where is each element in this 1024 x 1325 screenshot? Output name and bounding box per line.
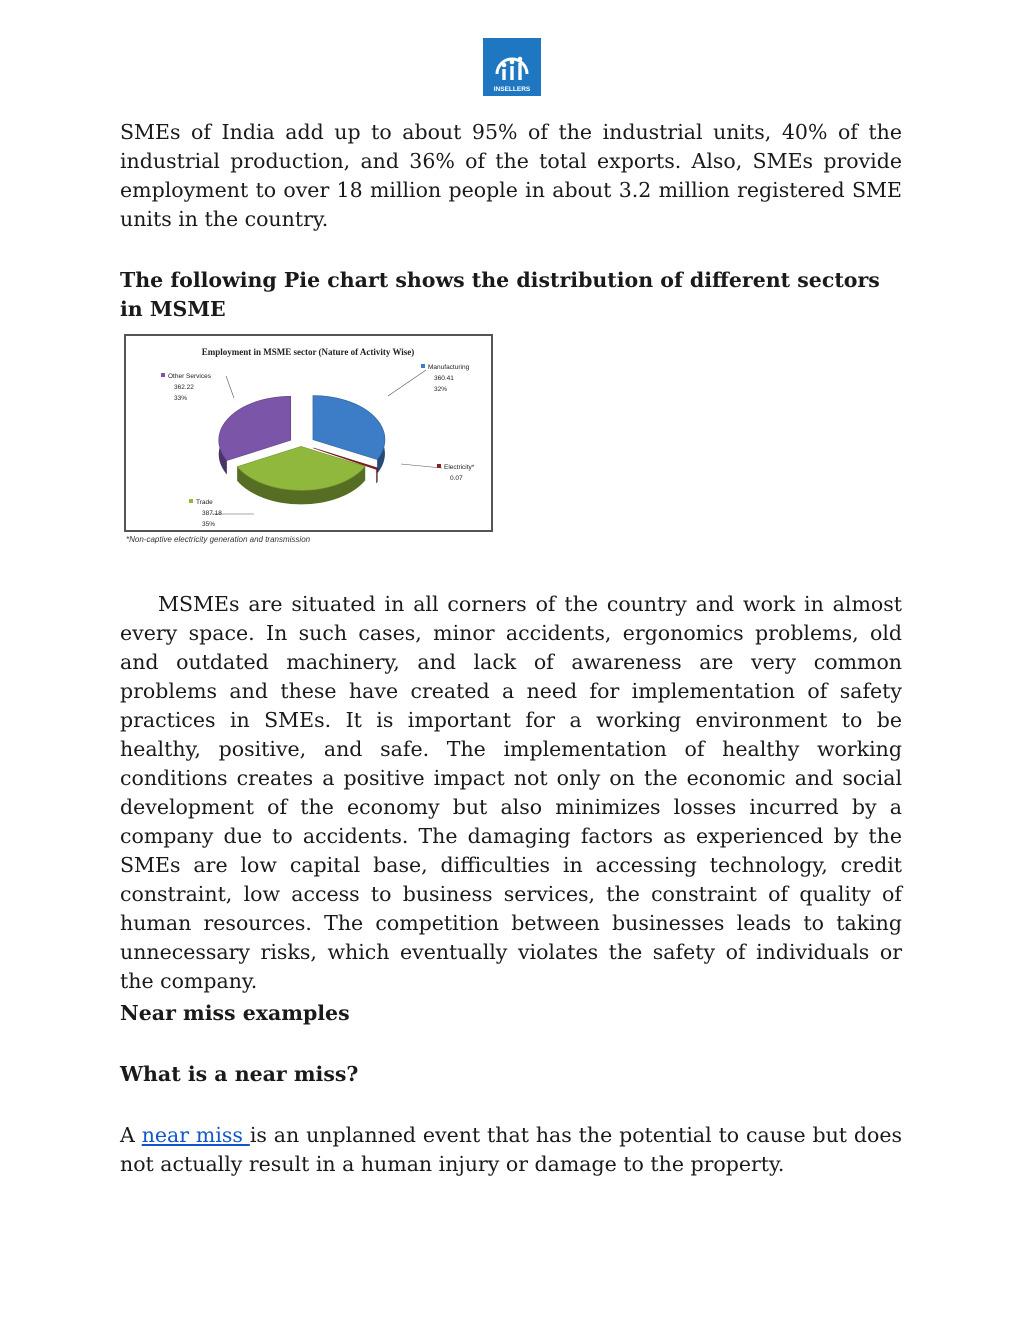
pie-slice-manufacturing <box>313 396 385 460</box>
label-other-services-value: 362.22 <box>174 384 194 391</box>
label-trade-value: 387.18 <box>202 510 222 517</box>
pie-chart-figure <box>124 334 493 532</box>
near-miss-link[interactable]: near miss <box>141 1123 250 1147</box>
leader-line-electricity <box>401 464 442 468</box>
legend-swatch-other-services <box>161 373 165 377</box>
pie-slice-side-electricity <box>376 468 377 483</box>
label-electricity-value: 0.07 <box>450 475 463 482</box>
near-miss-definition <box>120 1121 902 1179</box>
leader-line-manufacturing <box>388 370 426 396</box>
label-manufacturing-value: 360.41 <box>434 375 454 382</box>
intro-paragraph: SMEs of India add up to about 95% of the industrial units, 40% of the industrial production, and 36% of the total exports. Also, SMEs provide employment to over 18 million people in about 3.2 million registered SME units in the country. <box>120 120 902 231</box>
pie-chart-heading: The following Pie chart shows the distribution of different sectors in MSME <box>120 268 880 321</box>
pie-slice-other-services <box>219 396 291 460</box>
logo-text: INSELLERS <box>493 86 531 93</box>
msme-paragraph <box>120 590 902 996</box>
legend-swatch-manufacturing <box>421 364 425 368</box>
label-manufacturing-percent: 32% <box>434 386 448 393</box>
pie-chart <box>126 336 491 530</box>
msme-paragraph-text: MSMEs are situated in all corners of the country and work in almost every space. In such cases, minor accidents, ergonomics problems, old and outdated machinery, and lack of awareness are very common problems and these have created a need for implementation of safety practices in SMEs. It is important for a working environment to be healthy, positive, and safe. The implementation of healthy working conditions creates a positive impact not only on the economic and social development of the economy but also minimizes losses incurred by a company due to accidents. The damaging factors as experienced by the SMEs are low capital base, difficulties in accessing technology, credit constraint, low access to business services, the constraint of quality of human resources. The competition between businesses leads to taking unnecessary risks, which eventually violates the safety of individuals or the company. <box>120 592 902 993</box>
near-miss-examples-heading: Near miss examples <box>120 1001 350 1025</box>
legend-swatch-trade <box>189 499 193 503</box>
label-trade-percent: 35% <box>202 521 216 528</box>
label-other-services-name: Other Services <box>168 373 211 380</box>
label-manufacturing-name: Manufacturing <box>428 364 470 371</box>
what-is-near-miss-heading: What is a near miss? <box>120 1062 359 1086</box>
label-other-services-percent: 33% <box>174 395 188 402</box>
chart-title: Employment in MSME sector (Nature of Activity Wise) <box>201 347 415 357</box>
label-trade-name: Trade <box>196 499 213 506</box>
chart-footnote: *Non-captive electricity generation and transmission <box>126 535 311 544</box>
definition-text: is an unplanned event that has the potential to cause but does not actually result in a human injury or damage to the property. <box>120 1123 902 1176</box>
label-electricity-name: Electricity* <box>444 464 475 471</box>
leader-line-other-services <box>226 376 234 398</box>
definition-prefix: A <box>120 1123 142 1147</box>
insellers-logo <box>483 38 541 96</box>
